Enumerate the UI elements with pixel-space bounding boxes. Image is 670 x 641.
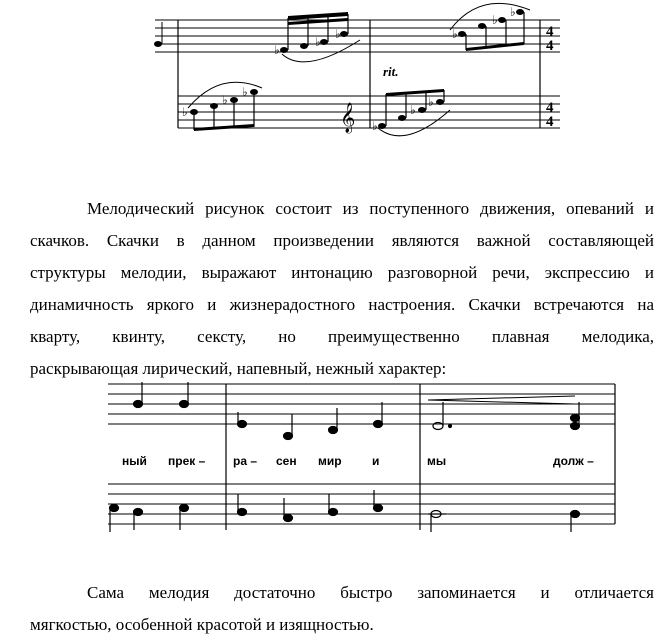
svg-text:♭: ♭ xyxy=(242,85,248,99)
lyric-syllable: долж – xyxy=(553,454,594,468)
note-group xyxy=(182,82,262,131)
svg-text:4: 4 xyxy=(546,114,554,130)
svg-text:♭: ♭ xyxy=(335,27,341,41)
svg-text:♭: ♭ xyxy=(492,13,498,27)
lower-staff xyxy=(108,484,615,524)
upper-notes xyxy=(134,382,580,440)
lyric-syllable: и xyxy=(372,454,380,468)
text-line: скачков. Скачки в данном произведении являются важной составляющей xyxy=(30,231,654,250)
barlines xyxy=(226,384,615,530)
upper-staff xyxy=(108,384,615,424)
rit-marking: rit. xyxy=(383,64,399,79)
svg-text:♭: ♭ xyxy=(452,27,458,41)
time-signature xyxy=(546,24,554,130)
paragraph-melody-character xyxy=(30,577,654,641)
text-line: мягкостью, особенной красотой и изящностью. xyxy=(30,615,374,634)
treble-clef-icon: 𝄞 xyxy=(340,103,356,133)
svg-text:♭: ♭ xyxy=(410,103,416,117)
lyric-syllable: ный xyxy=(122,454,147,468)
svg-text:♭: ♭ xyxy=(182,105,188,119)
svg-text:4: 4 xyxy=(546,24,554,40)
score-excerpt-1 xyxy=(0,0,670,140)
text-line: Мелодический рисунок состоит из поступенного движения, опеваний и xyxy=(87,199,654,218)
lyric-syllable: прек – xyxy=(168,454,206,468)
hairpin xyxy=(428,396,575,400)
text-line: структуры мелодии, выражают интонацию разговорной речи, экспрессию и xyxy=(30,263,654,282)
svg-text:♭: ♭ xyxy=(222,93,228,107)
svg-text:♭: ♭ xyxy=(274,43,280,57)
lyric-syllable: сен xyxy=(276,454,297,468)
paragraph-melody-description xyxy=(30,193,654,385)
text-line: Сама мелодия достаточно быстро запоминается и отличается xyxy=(87,583,654,602)
lower-notes xyxy=(110,490,580,532)
lyrics-line xyxy=(122,454,594,468)
svg-text:♭: ♭ xyxy=(315,35,321,49)
text-line: кварту, квинту, сексту, но преимущественно плавная мелодика, xyxy=(30,327,654,346)
svg-text:♭: ♭ xyxy=(372,119,378,133)
svg-text:4: 4 xyxy=(546,38,554,54)
svg-text:♭: ♭ xyxy=(510,5,516,19)
svg-text:♭: ♭ xyxy=(428,95,434,109)
note-group xyxy=(154,12,360,62)
lyric-syllable: мы xyxy=(427,454,447,468)
text-line: динамичность яркого и жизнерадостного настроения. Скачки встречаются на xyxy=(30,295,654,314)
text-line: раскрывающая лирический, напевный, нежный характер: xyxy=(30,359,447,378)
lyric-syllable: мир xyxy=(318,454,342,468)
svg-text:4: 4 xyxy=(546,100,554,116)
lyric-syllable: ра – xyxy=(233,454,258,468)
